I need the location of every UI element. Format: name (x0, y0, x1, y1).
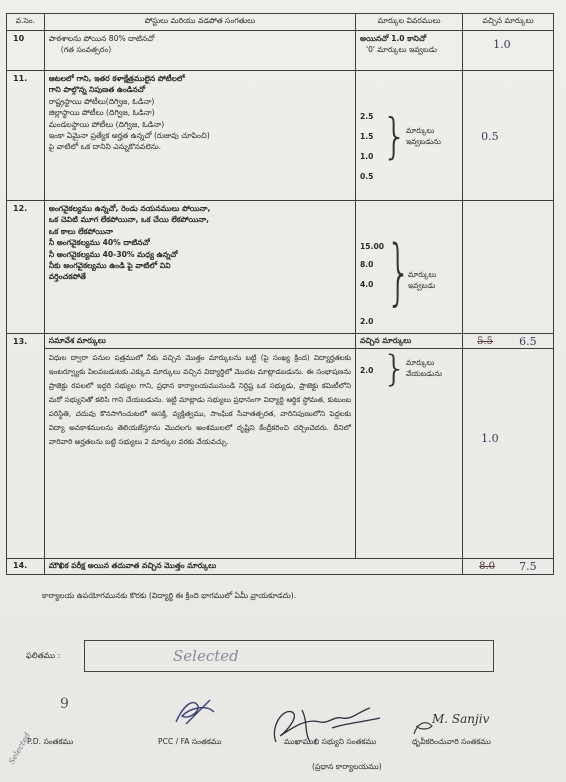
office-use-note: కార్యాలయ ఉపయోగమునకు కొరకు (విద్యార్థి ఈ క్రింది భాగములో ఏమీ వ్రాయకూడదు). (42, 591, 297, 600)
marks-note-line: మార్కులు (408, 270, 437, 279)
row-award-head (463, 334, 554, 349)
pcc-signature-label: PCC / FA సంతకము (158, 737, 222, 746)
item-line: ఒక చెవిటి మూగ లేకపోయినా, ఒక చేయి లేకపోయినా, (48, 215, 209, 225)
marks-value: 0.5 (360, 172, 374, 181)
row-award (463, 31, 554, 71)
pd-signature-label: P.D. సంతకము (27, 737, 74, 746)
marks-value: 4.0 (360, 280, 374, 289)
brace-icon: } (386, 231, 412, 315)
awarded-marks: 7.5 (519, 560, 537, 573)
row-item-body: విధుల ద్వారా పనుల పత్రములో నీకు వచ్చిన మొత్తం మార్కులను బట్టి (పై సంఖ్య క్రింద) విద్యార్హతలకు ఇంటర్వ్యూకు పిలవబడుటకు.ఎక్కువ మార్కులు వచ్చిన విద్యార్థిలో మొదట మాట్లాడబడును. ఈ సంభాషణను ప్రాజెక్టు రపలలో ఇద్దరి సభ్యుల గాని, ప్రధాన కార్యాలయమునుండి నిర్ధిష్ట ఒక సభ్యుడు, ప్రాజెక్టు కమిటీలోని మరో సభ్యునితో కలిసి గాని చేయబడును. ఇట్టి మాట్లాడు సభ్యులు ప్రధానంగా విద్యార్థి ఆర్థిక స్థోమత, కుటుంబ పరిస్థితి, చదువు కొనసాగించుటలో ఆసక్తి, వ్యక్తిత్వము, సాంఘిక సేవాతత్పరత, వారినిపుణులోని పెద్దలకు విద్యా అవకాశములను తెలియజేస్తూను మొదలగు అంశములలో దృష్టిని కేంద్రీకరించి చర్చించెదరు. దీనిలో వారివారి అర్హతలను బట్టి సభ్యులు 2 మార్కుల వరకు వేయవచ్చు. (44, 349, 355, 559)
table-row-11 (7, 71, 554, 201)
item-line: (గత సంవత్సరం) (60, 45, 112, 55)
marks-value: 8.0 (360, 260, 374, 269)
marks-line: అయినచో 1.0 కానిచో (360, 34, 427, 43)
marks-value: 2.0 (360, 317, 374, 326)
marks-value: 2.0 (360, 366, 374, 375)
table-row-12 (7, 201, 554, 334)
marks-note-line: మార్కులు (406, 126, 435, 135)
awarded-marks: 1.0 (493, 38, 511, 51)
row-item (44, 201, 355, 334)
marks-note (406, 125, 441, 148)
table-row-13-head (7, 334, 554, 349)
marks-note-line: వేయబడును (406, 369, 443, 379)
item-line: నీ అంగవైకల్యము 40% దాటినచో (48, 238, 150, 248)
result-label: ఫలితము : (26, 651, 61, 660)
item-line: అంగవైకల్యము ఉన్నచో, రెండు నయనములు పోయినా, (48, 204, 211, 213)
row-number: 11. (7, 71, 45, 201)
row-marks (356, 349, 463, 559)
verifier-signature: M. Sanjiv (432, 712, 490, 726)
marks-value: 2.5 (360, 112, 374, 121)
header-sno: వ.సెం. (7, 14, 45, 31)
brace-icon: } (382, 348, 408, 390)
marks-header: వచ్చిన మార్కులు (356, 334, 463, 349)
result-value: Selected (173, 647, 239, 665)
member-signature-label: ముఖాముఖి సభ్యుని సంతకము (284, 737, 377, 746)
verifier-mark-icon (410, 716, 438, 738)
item-line: మండలస్థాయి పోటీలు (దిగ్విజ, ఓడినా) (48, 119, 165, 129)
header-marks: మార్కుల వివరములు (356, 14, 463, 31)
row-marks (356, 71, 463, 201)
marks-note-line: ఇవ్వబడును (406, 137, 441, 147)
marks-value: 15.00 (360, 242, 385, 251)
header-item: పోస్టులు మరియు వడపోత సంగతులు (44, 14, 355, 31)
row-number: 14. (7, 559, 45, 575)
awarded-marks: 6.5 (519, 335, 537, 348)
item-line: రాష్ట్రస్థాయి పోటీలు(దిగ్విజ, ఓడినా) (48, 96, 155, 106)
struck-marks: 5.5 (477, 336, 494, 347)
row-item (44, 71, 355, 201)
marks-line: '0' మార్కులు ఇవ్వబడు (366, 45, 437, 55)
marks-note-line: ఇవ్వబడు (408, 281, 436, 291)
marks-value: 1.5 (360, 132, 374, 141)
row-award (463, 201, 554, 334)
row-number: 10 (7, 31, 45, 71)
item-line: గాని పాల్గొన్న నిపుణత ఉండినచో (48, 85, 146, 95)
head-office-label: (ప్రధాన కార్యాలయము) (312, 762, 382, 771)
item-line: నీకు అంగవైకల్యము ఉండి పై వాటిలో వివి (48, 260, 171, 270)
row-number: 13. (7, 334, 45, 559)
row-award (463, 559, 554, 575)
item-line: జిల్లాస్థాయి పోటీలు (దిగ్విజ, ఓడినా) (48, 108, 155, 118)
item-line: నీ అంగవైకల్యము 40-30% మధ్య ఉన్నచో (48, 249, 178, 259)
item-line: వర్తించకపోతే (48, 272, 86, 282)
marks-table (6, 13, 554, 575)
item-line: పాఠశాలను పోయిన 80% దాటినచో (48, 34, 155, 43)
item-line: ఆటలలో గాని, ఇతర కళాక్షేత్రములైన పోటీలలో (48, 74, 185, 83)
corner-stamp: Selected (6, 731, 33, 766)
row-number: 12. (7, 201, 45, 334)
row-marks (356, 31, 463, 71)
item-line: పై వాటిలో ఒక దానిని ఎన్నుకొనవలెను. (48, 142, 162, 152)
marks-note (406, 357, 442, 380)
item-line: ఒక కాలు లేకపోయినా (48, 226, 113, 236)
marks-value: 1.0 (360, 152, 374, 161)
verifier-signature-label: ధృవీకరించువారి సంతకము (412, 737, 491, 746)
row-award (463, 71, 554, 201)
marks-note-line: మార్కులు (406, 358, 435, 367)
table-row-14 (7, 559, 554, 575)
row-award (463, 349, 554, 559)
row-item: మౌఖిక పరీక్ష అయిన తదువాత వచ్చిన మొత్తం మార్కులు (44, 559, 462, 575)
struck-marks: 8.0 (479, 561, 496, 572)
marks-note (408, 269, 436, 292)
table-header-row (7, 14, 554, 31)
handwritten-digit: 9 (60, 696, 69, 712)
row-marks (356, 201, 463, 334)
awarded-marks: 1.0 (481, 432, 499, 445)
awarded-marks: 0.5 (481, 130, 499, 143)
header-award: వచ్చిన మార్కులు (463, 14, 554, 31)
pcc-signature-icon (170, 694, 220, 730)
table-row-13 (7, 349, 554, 559)
result-box (84, 640, 494, 672)
table-row-10 (7, 31, 554, 71)
row-item-title: సమావేశ మార్కులు (44, 334, 355, 349)
brace-icon: } (382, 109, 408, 165)
item-line: ఇంకా ఏమైనా ప్రత్యేక అర్హత ఉన్నచో (రుజువు చూపించి) (48, 130, 210, 140)
row-item (44, 31, 355, 71)
